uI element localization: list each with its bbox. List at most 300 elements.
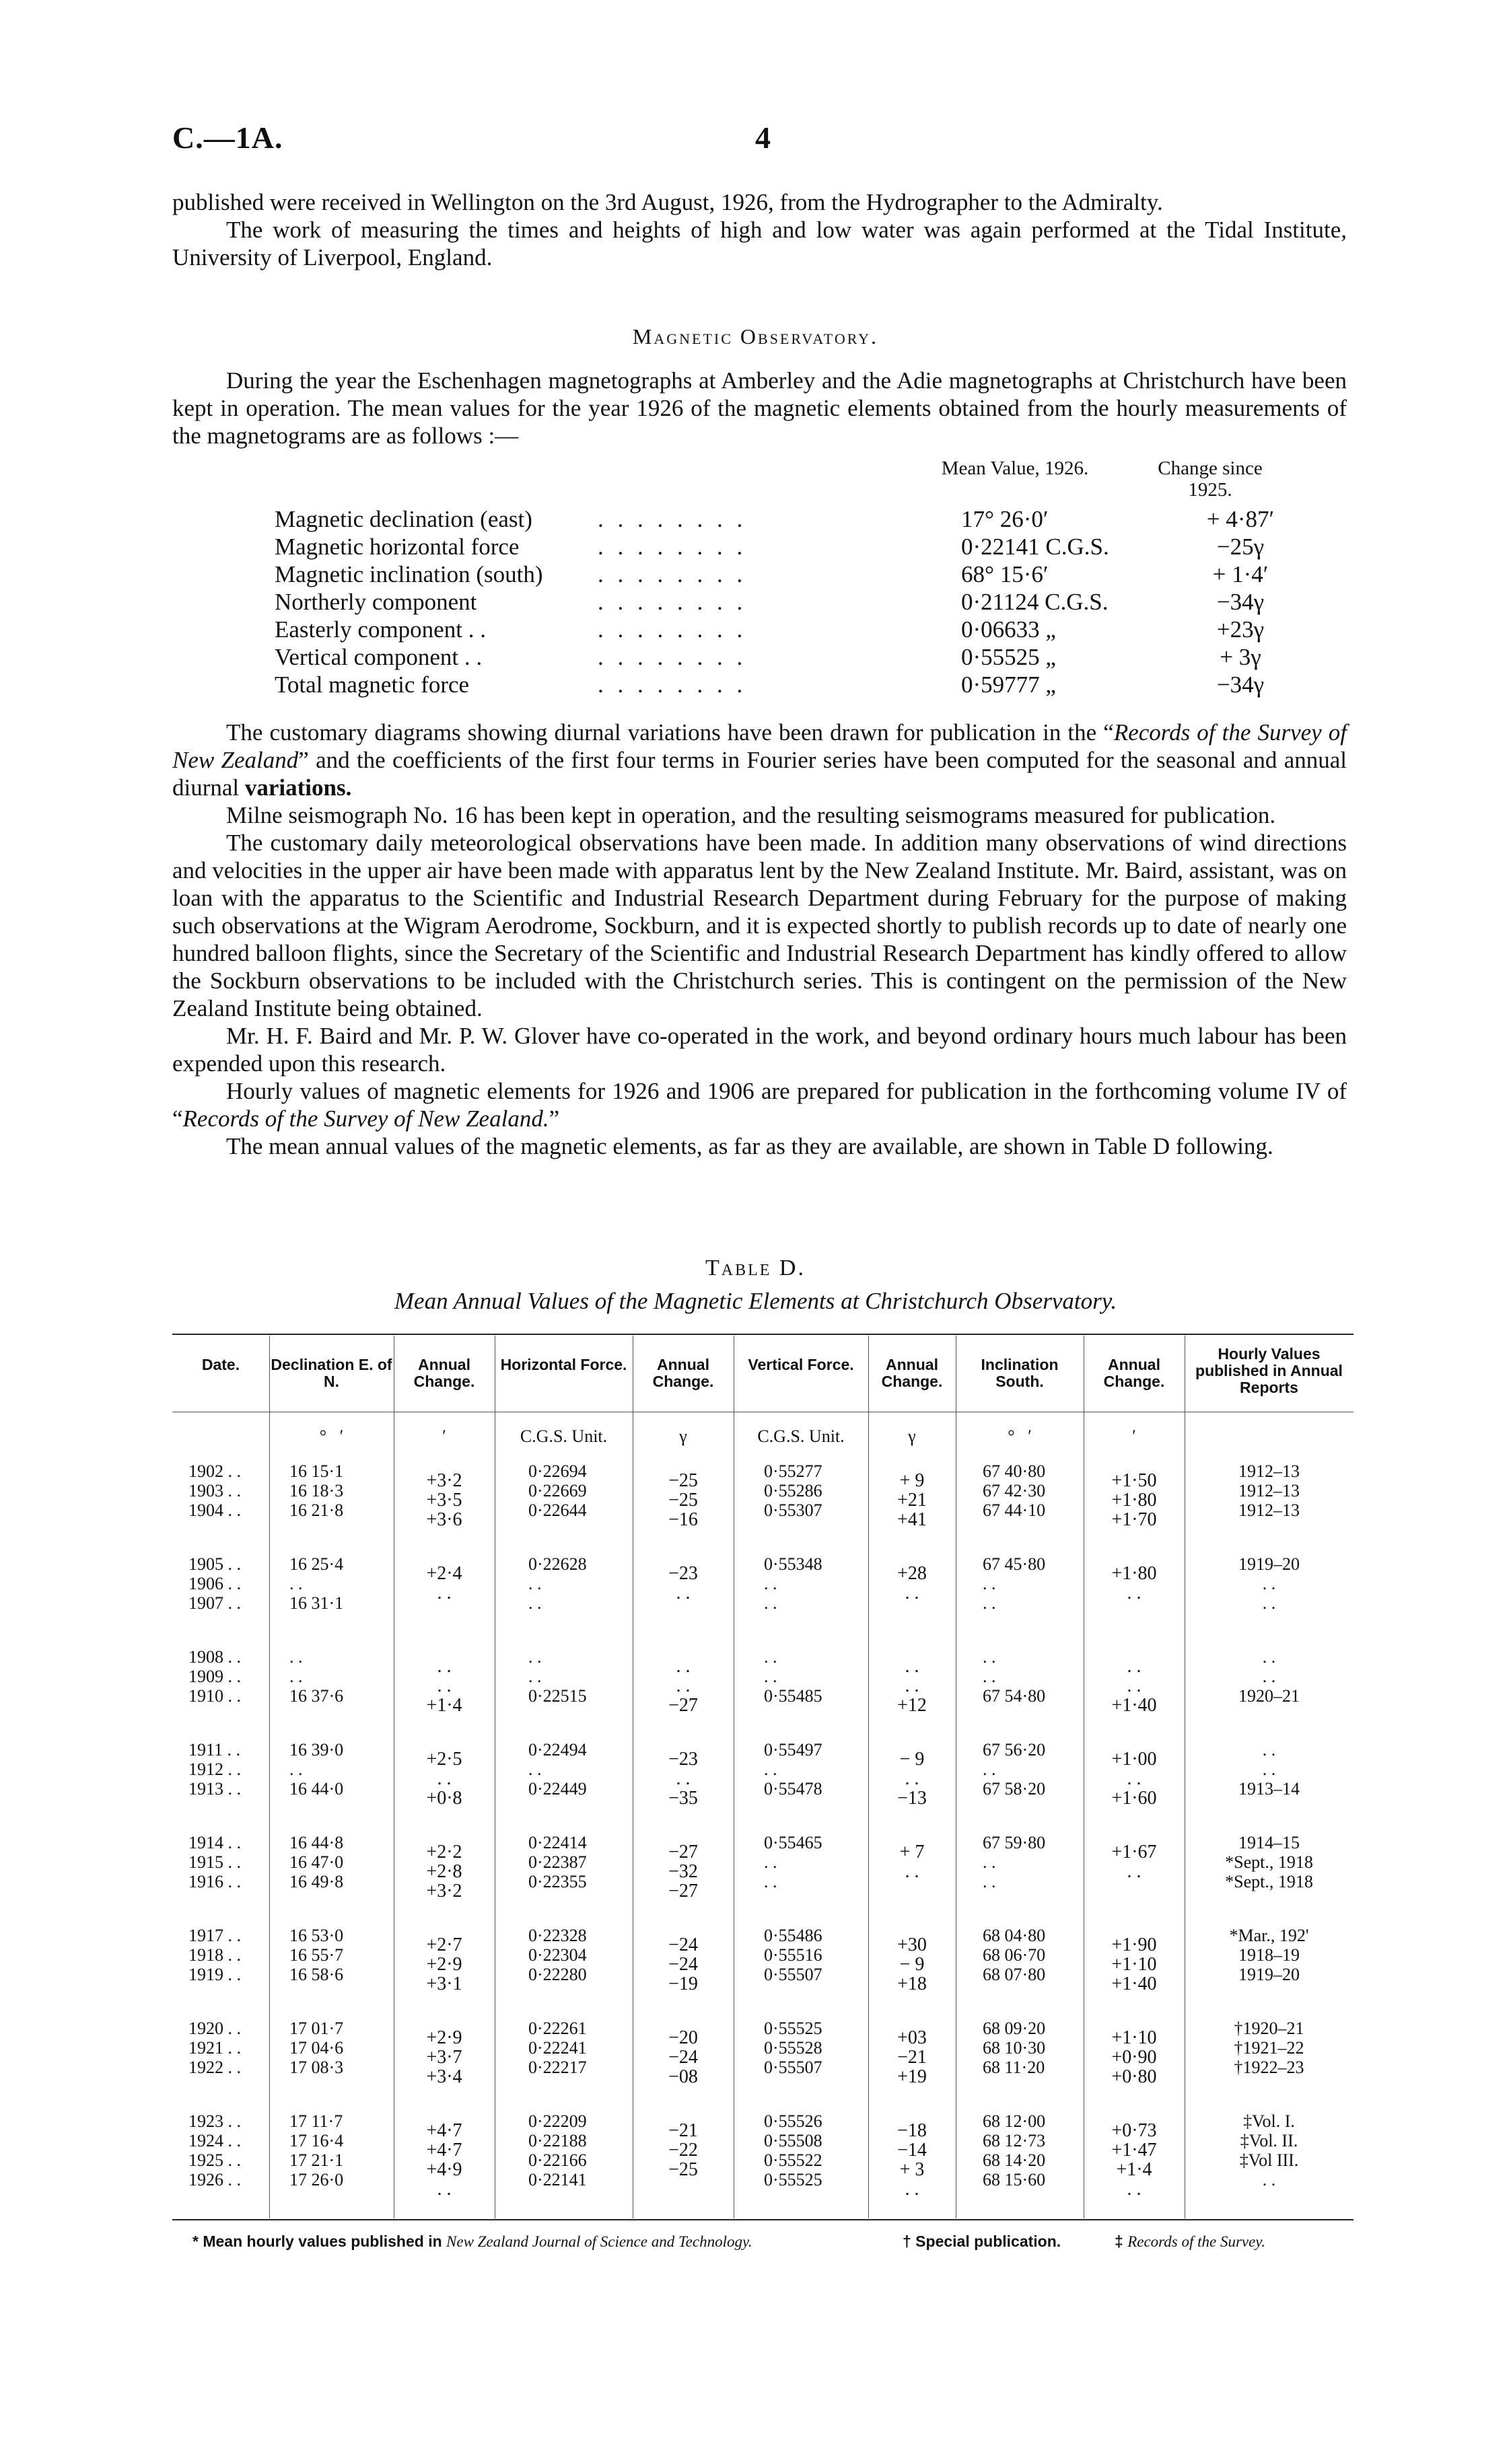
- table-top-rule: [172, 1334, 1354, 1335]
- year-cell: 1923 . .: [188, 2111, 241, 2131]
- value-cell: 0·22628: [528, 1554, 587, 1574]
- value-cell: 17 26·0: [289, 2170, 344, 2189]
- value-cell: . .: [528, 1593, 542, 1613]
- value-cell: 17 08·3: [289, 2058, 344, 2077]
- document-code: C.—1A.: [172, 120, 283, 155]
- table-bottom-rule: [172, 2219, 1354, 2220]
- value-cell: 16 18·3: [289, 1481, 344, 1500]
- annual-change-cell: −21: [668, 2120, 698, 2141]
- element-name: Magnetic declination (east): [275, 506, 532, 532]
- value-cell: . .: [983, 1872, 996, 1891]
- column-header: Horizontal Force.: [500, 1356, 627, 1373]
- element-row: [275, 589, 1325, 616]
- value-cell: . .: [764, 1593, 777, 1613]
- paragraph: The customary daily meteorological observations have been made. In addition many observations of wind directions and velocities in the upper air have been made with apparatus lent by the New Zealand Institute. Mr. Baird, assistant, was on loan with the apparatus to the Scientific and Industrial Research Department during February for the purpose of making such observations at the Wigram Aerodrome, Sockburn, and it is expected shortly to publish records up to date of nearly one hundred balloon flights, since the Secretary of the Scientific and Industrial Research Department has kindly offered to allow the Sockburn observations to be included with the Christchurch series. This is contingent on the permission of the New Zealand Institute being obtained.: [172, 830, 1347, 1021]
- hourly-values-cell: . .: [1262, 2170, 1276, 2189]
- year-cell: 1908 . .: [188, 1647, 241, 1667]
- annual-change-cell: +1·60: [1111, 1788, 1157, 1809]
- value-cell: 0·55508: [764, 2131, 822, 2150]
- element-name: Vertical component . .: [275, 644, 483, 670]
- annual-change-cell: . .: [1127, 1583, 1141, 1603]
- annual-change-cell: −22: [668, 2140, 698, 2161]
- annual-change-cell: +0·73: [1111, 2120, 1157, 2141]
- annual-change-cell: −24: [668, 1954, 698, 1975]
- value-cell: 0·55277: [764, 1461, 822, 1481]
- annual-change-cell: +1·40: [1111, 1695, 1157, 1716]
- year-cell: 1917 . .: [188, 1926, 241, 1945]
- column-header: Annual Change.: [881, 1356, 943, 1390]
- table-subtitle: Mean Annual Values of the Magnetic Elements at Christchurch Observatory.: [394, 1288, 1117, 1314]
- value-cell: 68 07·80: [983, 1965, 1046, 1984]
- annual-change-cell: . .: [1127, 1656, 1141, 1677]
- paragraph: Hourly values of magnetic elements for 1926 and 1906 are prepared for publication in the forthcoming volume IV of “Records of the Survey of New Zealand.”: [172, 1078, 1347, 1132]
- value-cell: 68 09·20: [983, 2019, 1046, 2038]
- value-cell: 0·22328: [528, 1926, 587, 1945]
- year-cell: 1911 . .: [188, 1740, 241, 1760]
- section-heading: Magnetic Observatory.: [632, 324, 879, 349]
- value-cell: . .: [289, 1667, 303, 1686]
- element-name: Total magnetic force: [275, 672, 470, 698]
- footnote-double-dagger: ‡ Records of the Survey.: [1115, 2233, 1265, 2250]
- annual-change-cell: . .: [905, 1656, 919, 1677]
- element-mean-value: 68° 15·6′: [961, 561, 1049, 587]
- paragraph: During the year the Eschenhagen magnetographs at Amberley and the Adie magnetographs at Christchurch have been kept in operation. The mean values for the year 1926 of the magnetic elements obtained from the hourly measurements of the magnetograms are as follows :—: [172, 367, 1347, 449]
- value-cell: . .: [528, 1574, 542, 1593]
- year-cell: 1922 . .: [188, 2058, 241, 2077]
- intro-paragraph-block: [172, 367, 1347, 449]
- annual-change-cell: +3·2: [426, 1881, 462, 1901]
- annual-change-cell: +19: [897, 2066, 927, 2087]
- year-cell: 1919 . .: [188, 1965, 241, 1984]
- value-cell: 0·55286: [764, 1481, 822, 1500]
- annual-change-cell: +2·9: [426, 1954, 462, 1975]
- value-cell: 16 37·6: [289, 1686, 344, 1706]
- value-cell: 68 10·30: [983, 2038, 1046, 2058]
- annual-change-cell: −27: [668, 1695, 698, 1716]
- year-cell: 1921 . .: [188, 2038, 241, 2058]
- value-cell: 0·22209: [528, 2111, 587, 2131]
- value-cell: 68 15·60: [983, 2170, 1046, 2189]
- annual-change-cell: +3·6: [426, 1509, 462, 1530]
- value-cell: 68 14·20: [983, 2150, 1046, 2170]
- element-mean-value: 0·21124 C.G.S.: [961, 589, 1109, 615]
- annual-change-cell: +30: [897, 1934, 927, 1955]
- table-title: Table D.: [705, 1256, 806, 1280]
- annual-change-cell: + 7: [899, 1842, 925, 1862]
- element-row: [275, 534, 1325, 561]
- hourly-values-cell: 1912–13: [1238, 1461, 1300, 1481]
- value-cell: 0·22644: [528, 1500, 587, 1520]
- year-cell: 1913 . .: [188, 1779, 241, 1799]
- value-cell: 67 45·80: [983, 1554, 1046, 1574]
- element-change: −25γ: [1216, 534, 1265, 560]
- annual-change-cell: +0·8: [426, 1788, 462, 1809]
- value-cell: 16 25·4: [289, 1554, 344, 1574]
- value-cell: 16 44·0: [289, 1779, 344, 1799]
- year-cell: 1906 . .: [188, 1574, 241, 1593]
- leader-dots: . . . . . . . .: [598, 561, 747, 587]
- value-cell: 0·55497: [764, 1740, 822, 1760]
- annual-change-cell: + 3: [899, 2159, 925, 2180]
- annual-change-cell: . .: [676, 1583, 691, 1603]
- annual-change-cell: +3·4: [426, 2066, 462, 2087]
- bottom-paragraphs: [172, 719, 1347, 1160]
- value-cell: . .: [983, 1647, 996, 1667]
- annual-change-cell: +1·10: [1111, 1954, 1157, 1975]
- value-cell: 0·22304: [528, 1945, 587, 1965]
- annual-change-cell: −16: [668, 1509, 698, 1530]
- value-cell: . .: [289, 1647, 303, 1667]
- annual-change-cell: −35: [668, 1788, 698, 1809]
- year-cell: 1907 . .: [188, 1593, 241, 1613]
- annual-change-cell: . .: [437, 1656, 452, 1677]
- annual-change-cell: +2·2: [426, 1842, 462, 1862]
- column-header: Annual Change.: [652, 1356, 714, 1390]
- annual-change-cell: − 9: [899, 1749, 925, 1770]
- value-cell: 0·22694: [528, 1461, 587, 1481]
- hourly-values-cell: †1921–22: [1234, 2038, 1304, 2058]
- element-name: Magnetic inclination (south): [275, 561, 543, 587]
- value-cell: . .: [983, 1760, 996, 1779]
- annual-change-cell: +1·00: [1111, 1749, 1157, 1770]
- annual-change-cell: +3·1: [426, 1973, 462, 1994]
- value-cell: 0·55528: [764, 2038, 822, 2058]
- value-cell: 16 49·8: [289, 1872, 344, 1891]
- value-cell: 17 16·4: [289, 2131, 344, 2150]
- annual-change-cell: . .: [905, 1768, 919, 1789]
- annual-change-cell: +1·10: [1111, 2027, 1157, 2048]
- annual-change-cell: . .: [437, 1583, 452, 1603]
- value-cell: 0·55307: [764, 1500, 822, 1520]
- annual-change-cell: +03: [897, 2027, 927, 2048]
- element-row: [275, 616, 1325, 644]
- element-name: Magnetic horizontal force: [275, 534, 520, 560]
- annual-change-cell: +3·2: [426, 1470, 462, 1491]
- annual-change-cell: − 9: [899, 1954, 925, 1975]
- unit-label: ′: [1132, 1426, 1136, 1446]
- hourly-values-cell: 1913–14: [1238, 1779, 1300, 1799]
- value-cell: 67 54·80: [983, 1686, 1046, 1706]
- value-cell: 0·22280: [528, 1965, 587, 1984]
- value-cell: 16 44·8: [289, 1833, 344, 1852]
- unit-label: ′: [442, 1426, 446, 1446]
- year-cell: 1926 . .: [188, 2170, 241, 2189]
- element-name: Easterly component . .: [275, 616, 486, 643]
- annual-change-cell: +4·7: [426, 2120, 462, 2141]
- value-cell: 67 42·30: [983, 1481, 1046, 1500]
- column-header: Annual Change.: [413, 1356, 475, 1390]
- value-cell: 16 53·0: [289, 1926, 344, 1945]
- hourly-values-cell: 1912–13: [1238, 1500, 1300, 1520]
- element-change: + 4·87′: [1206, 506, 1275, 532]
- annual-change-cell: +12: [897, 1695, 927, 1716]
- annual-change-cell: . .: [676, 1675, 691, 1696]
- year-cell: 1915 . .: [188, 1852, 241, 1872]
- hourly-values-cell: *Sept., 1918: [1225, 1852, 1313, 1872]
- value-cell: 0·22166: [528, 2150, 587, 2170]
- value-cell: . .: [983, 1593, 996, 1613]
- annual-change-cell: . .: [1127, 1861, 1141, 1882]
- unit-label: C.G.S. Unit.: [520, 1426, 608, 1446]
- value-cell: . .: [289, 1574, 303, 1593]
- value-cell: . .: [983, 1852, 996, 1872]
- annual-change-cell: . .: [1127, 2179, 1141, 2200]
- leader-dots: . . . . . . . .: [598, 616, 747, 643]
- value-cell: 67 59·80: [983, 1833, 1046, 1852]
- element-mean-value: 0·06633 „: [961, 616, 1056, 643]
- annual-change-cell: +2·7: [426, 1934, 462, 1955]
- year-cell: 1904 . .: [188, 1500, 241, 1520]
- annual-change-cell: +1·70: [1111, 1509, 1157, 1530]
- hourly-values-cell: . .: [1262, 1740, 1276, 1760]
- annual-change-cell: −21: [897, 2047, 927, 2068]
- value-cell: . .: [528, 1760, 542, 1779]
- value-cell: . .: [764, 1760, 777, 1779]
- value-cell: 67 58·20: [983, 1779, 1046, 1799]
- column-header: Declination E. of N.: [271, 1356, 392, 1390]
- year-cell: 1918 . .: [188, 1945, 241, 1965]
- annual-change-cell: +3·5: [426, 1490, 462, 1511]
- annual-change-cell: −27: [668, 1842, 698, 1862]
- value-cell: 0·22261: [528, 2019, 587, 2038]
- value-cell: 68 12·73: [983, 2131, 1046, 2150]
- value-cell: 17 11·7: [289, 2111, 343, 2131]
- element-change: −34γ: [1216, 589, 1265, 615]
- annual-change-cell: +2·4: [426, 1563, 462, 1584]
- column-header: Date.: [201, 1356, 240, 1373]
- annual-change-cell: −25: [668, 2159, 698, 2180]
- column-divider: [269, 1336, 270, 2218]
- paragraph: Mr. H. F. Baird and Mr. P. W. Glover have co-operated in the work, and beyond ordinary hours much labour has been expended upon this research.: [172, 1023, 1347, 1077]
- value-cell: 0·22241: [528, 2038, 587, 2058]
- hourly-values-cell: ‡Vol. II.: [1240, 2131, 1298, 2150]
- year-cell: 1924 . .: [188, 2131, 241, 2150]
- year-cell: 1916 . .: [188, 1872, 241, 1891]
- value-cell: 0·55485: [764, 1686, 822, 1706]
- hourly-values-cell: 1914–15: [1238, 1833, 1300, 1852]
- value-cell: 0·22387: [528, 1852, 587, 1872]
- footnote-star: * Mean hourly values published in New Zealand Journal of Science and Technology.: [192, 2233, 752, 2250]
- annual-change-cell: + 9: [899, 1470, 925, 1491]
- value-cell: 0·55522: [764, 2150, 822, 2170]
- hourly-values-cell: ‡Vol. I.: [1243, 2111, 1295, 2131]
- annual-change-cell: −24: [668, 1934, 698, 1955]
- element-change: + 1·4′: [1212, 561, 1269, 587]
- value-cell: . .: [983, 1574, 996, 1593]
- value-cell: 68 06·70: [983, 1945, 1046, 1965]
- annual-change-cell: +1·50: [1111, 1470, 1157, 1491]
- annual-change-cell: +18: [897, 1973, 927, 1994]
- annual-change-cell: . .: [905, 1675, 919, 1696]
- hourly-values-cell: . .: [1262, 1647, 1276, 1667]
- value-cell: 0·55507: [764, 1965, 822, 1984]
- annual-change-cell: +0·80: [1111, 2066, 1157, 2087]
- hourly-values-cell: . .: [1262, 1760, 1276, 1779]
- hourly-values-cell: †1922–23: [1234, 2058, 1304, 2077]
- value-cell: . .: [764, 1647, 777, 1667]
- value-cell: 0·22141: [528, 2170, 587, 2189]
- annual-change-cell: . .: [905, 1861, 919, 1882]
- value-cell: 0·22515: [528, 1686, 587, 1706]
- value-cell: 67 44·10: [983, 1500, 1046, 1520]
- annual-change-cell: +2·9: [426, 2027, 462, 2048]
- value-cell: 0·55478: [764, 1779, 822, 1799]
- annual-change-cell: −19: [668, 1973, 698, 1994]
- value-cell: 17 21·1: [289, 2150, 344, 2170]
- element-row: [275, 672, 1325, 699]
- annual-change-cell: . .: [437, 1675, 452, 1696]
- leader-dots: . . . . . . . .: [598, 589, 747, 615]
- column-header: Annual Change.: [1103, 1356, 1165, 1390]
- paragraph: The work of measuring the times and heights of high and low water was again performed at the Tidal Institute, University of Liverpool, England.: [172, 217, 1347, 270]
- year-cell: 1920 . .: [188, 2019, 241, 2038]
- value-cell: 0·55465: [764, 1833, 822, 1852]
- unit-label: γ: [679, 1426, 687, 1446]
- annual-change-cell: −08: [668, 2066, 698, 2087]
- annual-change-cell: +1·80: [1111, 1563, 1157, 1584]
- hourly-values-cell: 1919–20: [1238, 1965, 1300, 1984]
- footnote-dagger: † Special publication.: [903, 2233, 1061, 2250]
- hourly-values-cell: 1918–19: [1238, 1945, 1300, 1965]
- column-header: Inclination South.: [981, 1356, 1059, 1390]
- annual-change-cell: . .: [905, 2179, 919, 2200]
- value-cell: 17 01·7: [289, 2019, 344, 2038]
- year-cell: 1909 . .: [188, 1667, 241, 1686]
- year-cell: 1905 . .: [188, 1554, 241, 1574]
- unit-label: ° ′: [1008, 1426, 1032, 1446]
- paragraph: Milne seismograph No. 16 has been kept in operation, and the resulting seismograms measured for publication.: [226, 802, 1276, 828]
- page-number: 4: [755, 120, 771, 155]
- value-cell: . .: [289, 1760, 303, 1779]
- annual-change-cell: −24: [668, 2047, 698, 2068]
- value-cell: 0·55516: [764, 1945, 822, 1965]
- value-cell: 0·55525: [764, 2019, 822, 2038]
- element-row: [275, 561, 1325, 589]
- value-cell: 16 39·0: [289, 1740, 344, 1760]
- annual-change-cell: +41: [897, 1509, 927, 1530]
- value-cell: 68 12·00: [983, 2111, 1046, 2131]
- top-paragraphs: [172, 188, 1347, 271]
- unit-label: C.G.S. Unit.: [757, 1426, 845, 1446]
- value-cell: . .: [528, 1667, 542, 1686]
- year-cell: 1912 . .: [188, 1760, 241, 1779]
- annual-change-cell: +3·7: [426, 2047, 462, 2068]
- annual-change-cell: +1·67: [1111, 1842, 1157, 1862]
- annual-change-cell: . .: [676, 1768, 691, 1789]
- value-cell: 16 55·7: [289, 1945, 344, 1965]
- annual-change-cell: +21: [897, 1490, 927, 1511]
- annual-change-cell: +4·7: [426, 2140, 462, 2161]
- year-cell: 1903 . .: [188, 1481, 241, 1500]
- annual-change-cell: +0·90: [1111, 2047, 1157, 2068]
- hourly-values-cell: 1919–20: [1238, 1554, 1300, 1574]
- value-cell: 68 11·20: [983, 2058, 1045, 2077]
- annual-change-cell: −23: [668, 1563, 698, 1584]
- annual-change-cell: . .: [437, 1768, 452, 1789]
- value-cell: 0·55526: [764, 2111, 822, 2131]
- element-row: [275, 506, 1325, 534]
- annual-change-cell: −25: [668, 1470, 698, 1491]
- element-mean-value: 0·59777 „: [961, 672, 1056, 698]
- value-cell: 17 04·6: [289, 2038, 344, 2058]
- annual-change-cell: +1·47: [1111, 2140, 1157, 2161]
- value-cell: 67 40·80: [983, 1461, 1046, 1481]
- value-cell: 0·22188: [528, 2131, 587, 2150]
- element-name: Northerly component: [275, 589, 477, 615]
- annual-change-cell: −27: [668, 1881, 698, 1901]
- annual-change-cell: +1·40: [1111, 1973, 1157, 1994]
- value-cell: 0·55348: [764, 1554, 822, 1574]
- annual-change-cell: −18: [897, 2120, 927, 2141]
- annual-change-cell: −20: [668, 2027, 698, 2048]
- value-cell: 16 31·1: [289, 1593, 344, 1613]
- annual-change-cell: . .: [1127, 1768, 1141, 1789]
- hourly-values-cell: †1920–21: [1234, 2019, 1304, 2038]
- annual-change-cell: +1·90: [1111, 1934, 1157, 1955]
- value-cell: . .: [764, 1667, 777, 1686]
- hourly-values-cell: *Mar., 192': [1229, 1926, 1309, 1945]
- leader-dots: . . . . . . . .: [598, 534, 747, 560]
- value-cell: 0·55486: [764, 1926, 822, 1945]
- element-mean-value: 0·22141 C.G.S.: [961, 534, 1109, 560]
- hourly-values-cell: . .: [1262, 1593, 1276, 1613]
- value-cell: 0·22355: [528, 1872, 587, 1891]
- leader-dots: . . . . . . . .: [598, 644, 747, 670]
- value-cell: 0·55525: [764, 2170, 822, 2189]
- annual-change-cell: +1·4: [1116, 2159, 1152, 2180]
- annual-change-cell: −14: [897, 2140, 927, 2161]
- annual-change-cell: +1·4: [426, 1695, 462, 1716]
- value-cell: 0·22217: [528, 2058, 587, 2077]
- value-cell: 0·22449: [528, 1779, 587, 1799]
- paragraph: published were received in Wellington on the 3rd August, 1926, from the Hydrographer to the Admiralty.: [172, 189, 1163, 215]
- unit-label: γ: [908, 1426, 916, 1446]
- hourly-values-cell: 1920–21: [1238, 1686, 1300, 1706]
- leader-dots: . . . . . . . .: [598, 506, 747, 532]
- paragraph: The customary diagrams showing diurnal variations have been drawn for publication in the “Records of the Survey of New Zealand” and the coefficients of the first four terms in Fourier series have been computed for the seasonal and annual diurnal variations.: [172, 719, 1347, 801]
- hourly-values-cell: . .: [1262, 1667, 1276, 1686]
- value-cell: . .: [528, 1647, 542, 1667]
- hourly-values-cell: ‡Vol III.: [1239, 2150, 1299, 2170]
- annual-change-cell: −23: [668, 1749, 698, 1770]
- annual-change-cell: −13: [897, 1788, 927, 1809]
- value-cell: 68 04·80: [983, 1926, 1046, 1945]
- value-cell: 16 15·1: [289, 1461, 344, 1481]
- col-mean-header: Mean Value, 1926.: [941, 458, 1089, 479]
- element-mean-value: 17° 26·0′: [961, 506, 1049, 532]
- hourly-values-cell: *Sept., 1918: [1225, 1872, 1313, 1891]
- annual-change-cell: +2·8: [426, 1861, 462, 1882]
- value-cell: . .: [764, 1872, 777, 1891]
- element-change: +23γ: [1216, 616, 1265, 643]
- value-cell: . .: [983, 1667, 996, 1686]
- value-cell: . .: [764, 1852, 777, 1872]
- element-change: + 3γ: [1220, 644, 1261, 670]
- annual-change-cell: −25: [668, 1490, 698, 1511]
- annual-change-cell: −32: [668, 1861, 698, 1882]
- column-header: Hourly Values published in Annual Reports: [1195, 1345, 1343, 1396]
- value-cell: 16 47·0: [289, 1852, 344, 1872]
- value-cell: 0·22414: [528, 1833, 587, 1852]
- element-row: [275, 644, 1325, 672]
- hourly-values-cell: . .: [1262, 1574, 1276, 1593]
- annual-change-cell: . .: [676, 1656, 691, 1677]
- annual-change-cell: +1·80: [1111, 1490, 1157, 1511]
- annual-change-cell: . .: [905, 1583, 919, 1603]
- value-cell: 0·22669: [528, 1481, 587, 1500]
- annual-change-cell: . .: [437, 2179, 452, 2200]
- element-mean-value: 0·55525 „: [961, 644, 1056, 670]
